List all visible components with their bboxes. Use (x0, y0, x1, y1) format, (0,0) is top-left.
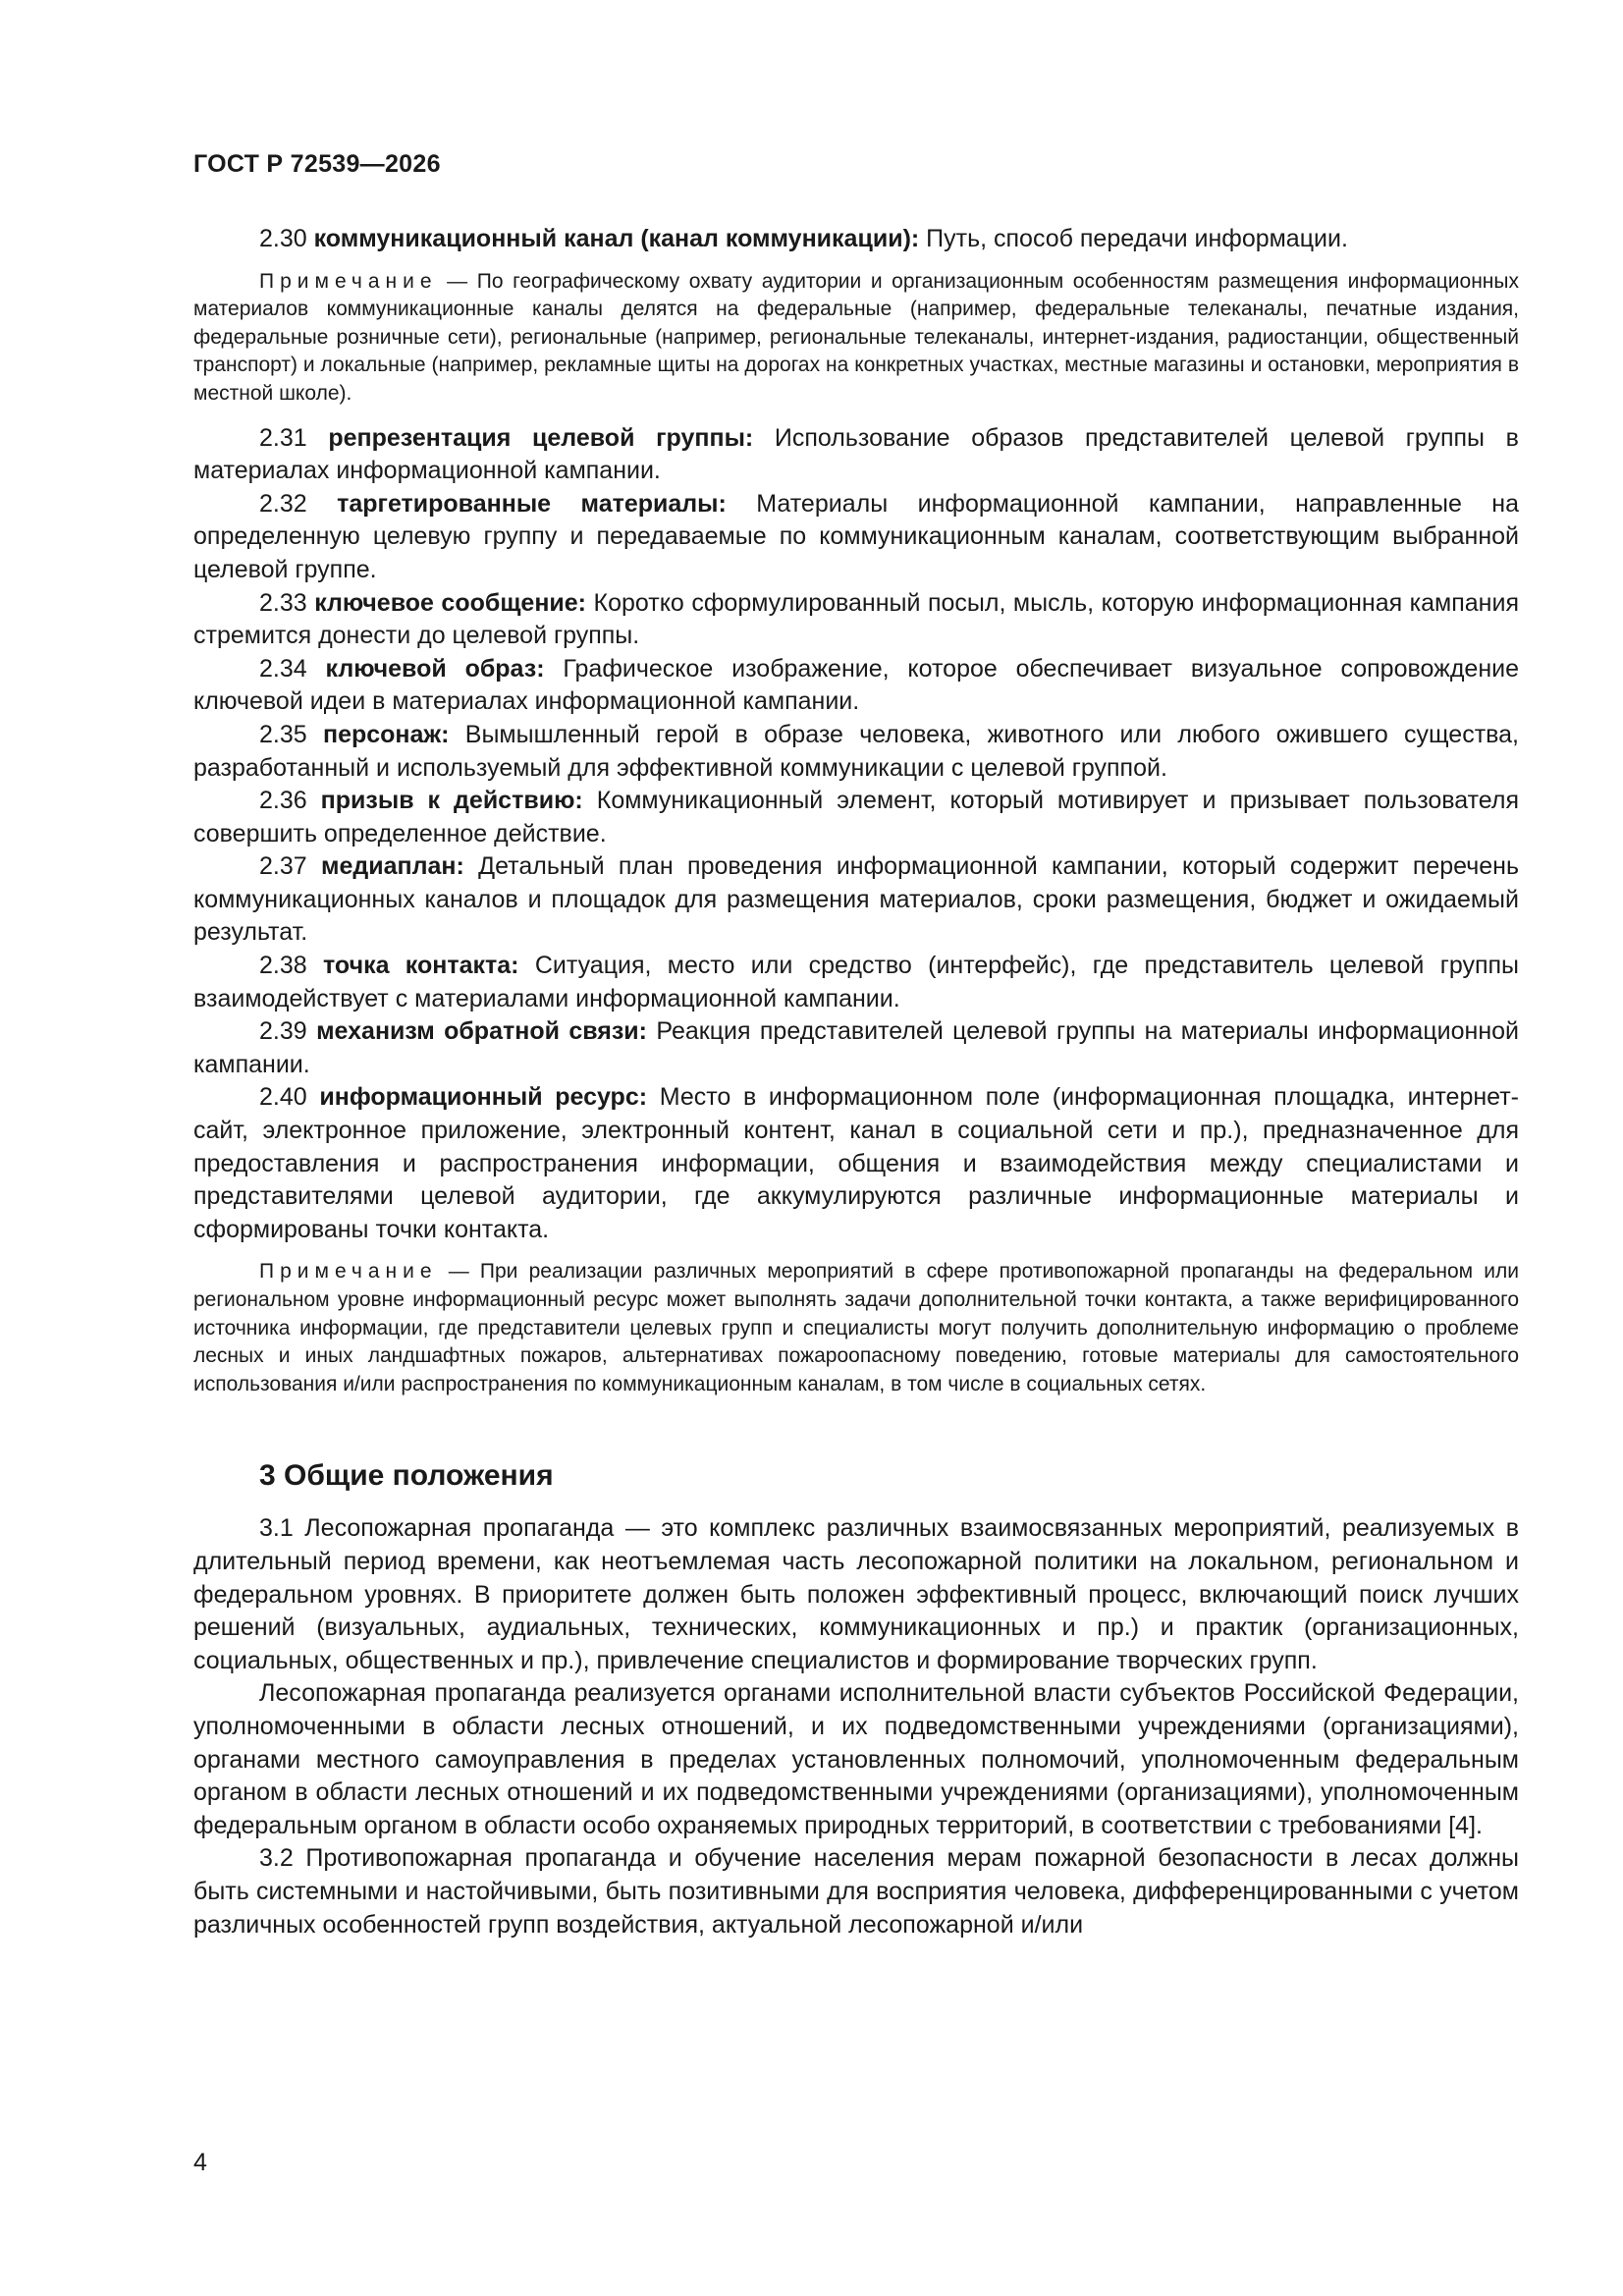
term-2-37 (193, 850, 1519, 950)
term-definition: Коммуникационный элемент, который мотивирует и призывает пользователя совершить определенное действие. (193, 787, 1520, 847)
term-2-40 (193, 1081, 1519, 1246)
document-header: ГОСТ Р 72539—2026 (193, 150, 441, 178)
item-number: 2.36 (259, 787, 307, 815)
term-definition: Реакция представителей целевой группы на материалы информационной кампании. (193, 1017, 1520, 1078)
term-name: медиаплан: (320, 852, 464, 881)
term-2-30 (193, 223, 1519, 256)
note-text: — По географическому охвату аудитории и организационным особенностям размещения информационных материалов коммуникационные каналы делятся на федеральные (например, федеральные телеканалы, печатные издания, федеральные розничные сети), региональные (например, региональные телеканалы, интернет-издания, радиостанции, общественный транспорт) и локальные (например, рекламные щиты на дорогах на конкретных участках, местные магазины и остановки, мероприятия в местной школе). (193, 269, 1519, 405)
term-definition: Коротко сформулированный посыл, мысль, которую информационная кампания стремится донести до целевой группы. (193, 588, 1519, 650)
term-name: таргетированные материалы: (337, 489, 727, 518)
term-name: ключевой образ: (325, 654, 545, 683)
term-definition: Место в информационном поле (информационная площадка, интернет-сайт, электронное приложение, электронный контент, канал в социальной сети и пр.), предназначенное для предоставления и распространения информации, общения и взаимодействия между специалистами и представителями целевой аудитории, где аккумулируются различные информационные материалы и сформированы точки контакта. (193, 1083, 1520, 1243)
item-number: 2.33 (259, 588, 307, 617)
item-number: 2.34 (259, 654, 307, 683)
term-name: персонаж: (322, 720, 450, 748)
term-2-35 (193, 719, 1519, 785)
item-number: 2.39 (259, 1017, 307, 1046)
term-2-38 (193, 950, 1519, 1015)
item-number: 2.37 (259, 852, 307, 881)
section-heading: 3 Общие положения (259, 1459, 554, 1493)
section-paragraph: 3.1 Лесопожарная пропаганда — это комплекс различных взаимосвязанных мероприятий, реализуемых в длительный период времени, как неотъемлемая часть лесопожарной политики на локальном, региональном и федеральном уровнях. В приоритете должен быть положен эффективный процесс, включающий поиск лучших решений (визуальных, аудиальных, технических, коммуникационных и пр.) и практик (организационных, социальных, общественных и пр.), привлечение специалистов и формирование творческих групп. (193, 1514, 1519, 1674)
term-definition: Графическое изображение, которое обеспечивает визуальное сопровождение ключевой идеи в материалах информационной кампании. (193, 654, 1520, 716)
note-label: Примечание (259, 269, 438, 293)
term-2-34 (193, 653, 1519, 719)
section-paragraph: 3.2 Противопожарная пропаганда и обучение населения мерам пожарной безопасности в лесах должны быть системными и настойчивыми, быть позитивными для восприятия человека, дифференцированными с учетом различных особенностей групп воздействия, актуальной лесопожарной и/или (193, 1844, 1519, 1939)
term-2-36 (193, 785, 1519, 850)
item-number: 2.32 (259, 489, 307, 518)
term-2-39 (193, 1015, 1519, 1081)
item-number: 2.38 (259, 952, 307, 980)
term-2-32 (193, 488, 1519, 587)
page-content (193, 223, 1519, 1941)
term-name: призыв к действию: (320, 787, 583, 815)
term-2-31 (193, 422, 1519, 488)
term-definition: Ситуация, место или средство (интерфейс), где представитель целевой группы взаимодействует с материалами информационной кампании. (193, 952, 1519, 1012)
term-definition: Вымышленный герой в образе человека, животного или любого ожившего существа, разработанный и используемый для эффективной коммуникации с целевой группой. (193, 720, 1519, 782)
term-definition: Использование образов представителей целевой группы в материалах информационной кампании. (193, 423, 1519, 485)
term-name: ключевое сообщение: (314, 588, 587, 617)
term-name: информационный ресурс: (319, 1083, 648, 1112)
note-text: — При реализации различных мероприятий в сфере противопожарной пропаганды на федеральном или региональном уровне информационный ресурс может выполнять задачи дополнительной точки контакта, а также верифицированного источника информации, где представители целевых групп и специалисты могут получить дополнительную информацию о проблеме лесных и иных ландшафтных пожаров, альтернативах пожароопасному поведению, готовые материалы для самостоятельного использования и/или распространения по коммуникационным каналам, в том числе в социальных сетях. (193, 1260, 1519, 1395)
note-1 (193, 268, 1519, 409)
term-definition: Детальный план проведения информационной кампании, который содержит перечень коммуникационных каналов и площадок для размещения материалов, сроки размещения, бюджет и ожидаемый результат. (193, 852, 1519, 947)
item-number: 2.31 (259, 423, 307, 452)
term-name: точка контакта: (323, 952, 519, 980)
term-definition: Путь, способ передачи информации. (926, 225, 1348, 252)
term-definition: Материалы информационной кампании, направленные на определенную целевую группу и передаваемые по коммуникационным каналам, соответствующим выбранной целевой группе. (193, 489, 1519, 583)
section-paragraph: Лесопожарная пропаганда реализуется органами исполнительной власти субъектов Российской Федерации, уполномоченными в области лесных отношений, и их подведомственными учреждениями (организациями), органами местного самоуправления в пределах установленных полномочий, уполномоченным федеральным органом в области лесных отношений и их подведомственными учреждениями (организациями), уполномоченным федеральным органом в области особо охраняемых природных территорий, в соответствии с требованиями [4]. (193, 1679, 1519, 1839)
term-name: репрезентация целевой группы: (328, 423, 754, 452)
term-2-33 (193, 587, 1519, 653)
item-number: 2.30 (259, 225, 307, 252)
term-name: коммуникационный канал (канал коммуникации): (313, 225, 920, 252)
item-number: 2.35 (259, 720, 307, 748)
note-label: Примечание (259, 1260, 438, 1284)
term-name: механизм обратной связи: (316, 1017, 647, 1046)
note-2 (193, 1258, 1519, 1398)
item-number: 2.40 (259, 1083, 307, 1112)
page-number: 4 (193, 2149, 207, 2176)
